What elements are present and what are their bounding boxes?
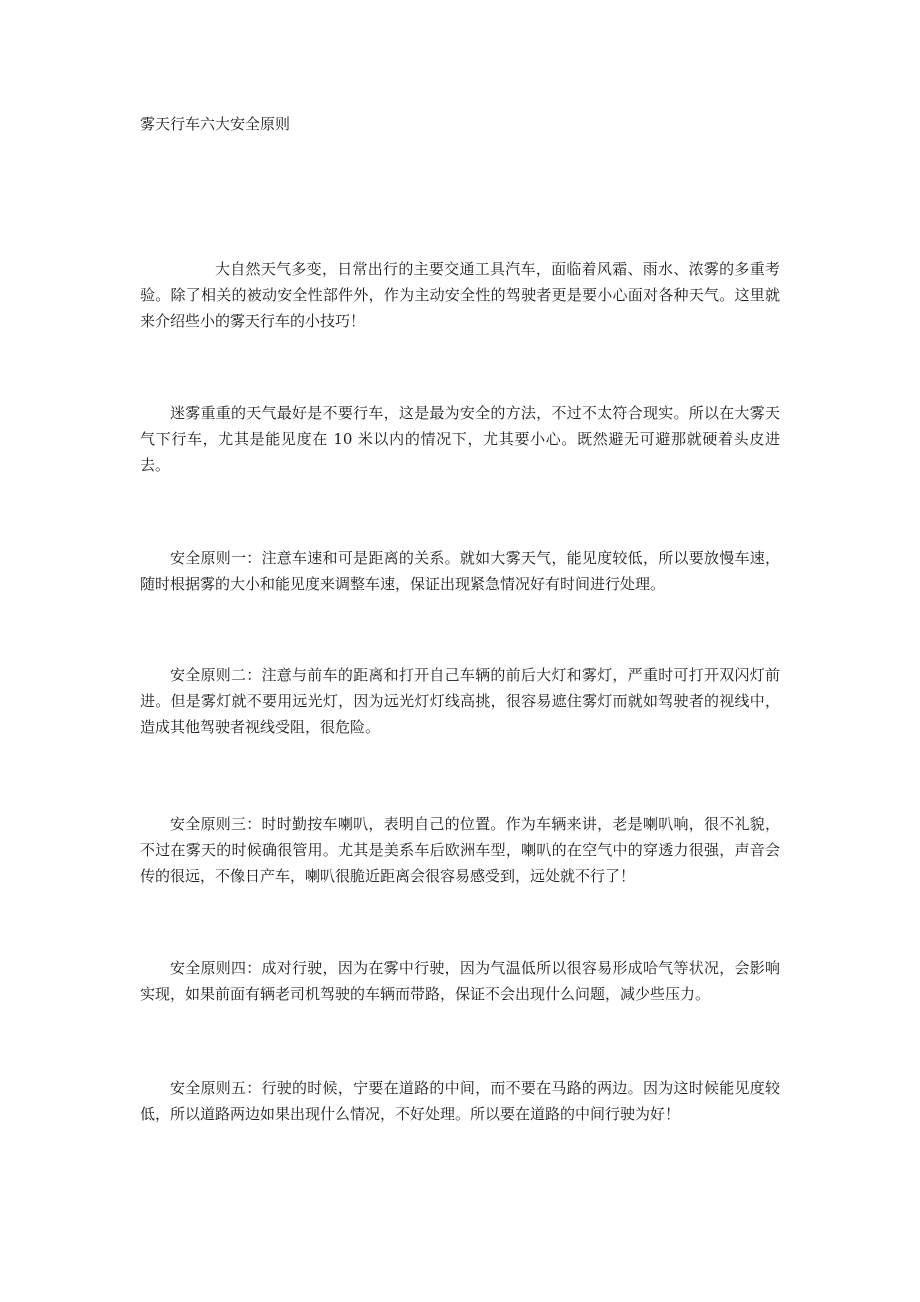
- paragraph-principle-2: 安全原则二：注意与前车的距离和打开自己车辆的前后大灯和雾灯，严重时可打开双闪灯前进。但是雾灯就不要用远光灯，因为远光灯灯线高挑，很容易遮住雾灯而就如驾驶者的视线中，造成其他驾驶者视线受阻，很危险。: [140, 666, 780, 736]
- paragraph-principle-1: 安全原则一：注意车速和可是距离的关系。就如大雾天气，能见度较低，所以要放慢车速，随时根据雾的大小和能见度来调整车速，保证出现紧急情况好有时间进行处理。: [140, 549, 780, 593]
- paragraph-intro: 大自然天气多变，日常出行的主要交通工具汽车，面临着风霜、雨水、浓雾的多重考验。除了相关的被动安全性部件外，作为主动安全性的驾驶者更是要小心面对各种天气。这里就来介绍些小的雾天行车的小技巧！: [140, 260, 780, 330]
- paragraph-principle-5: 安全原则五：行驶的时候，宁要在道路的中间，而不要在马路的两边。因为这时候能见度较低，所以道路两边如果出现什么情况，不好处理。所以要在道路的中间行驶为好！: [140, 1079, 780, 1123]
- document-title: 雾天行车六大安全原则: [140, 115, 291, 133]
- paragraph-principle-3: 安全原则三：时时勤按车喇叭，表明自己的位置。作为车辆来讲，老是喇叭响，很不礼貌，不过在雾天的时候确很管用。尤其是美系车后欧洲车型，喇叭的在空气中的穿透力很强，声音会传的很远，不像日产车，喇叭很脆近距离会很容易感受到，远处就不行了！: [140, 815, 780, 885]
- paragraph-principle-4: 安全原则四：成对行驶，因为在雾中行驶，因为气温低所以很容易形成哈气等状况，会影响实现，如果前面有辆老司机驾驶的车辆而带路，保证不会出现什么问题，减少些压力。: [140, 959, 780, 1003]
- paragraph-fog-warning: 迷雾重重的天气最好是不要行车，这是最为安全的方法，不过不太符合现实。所以在大雾天气下行车，尤其是能见度在 10 米以内的情况下，尤其要小心。既然避无可避那就硬着头皮进去。: [140, 404, 780, 474]
